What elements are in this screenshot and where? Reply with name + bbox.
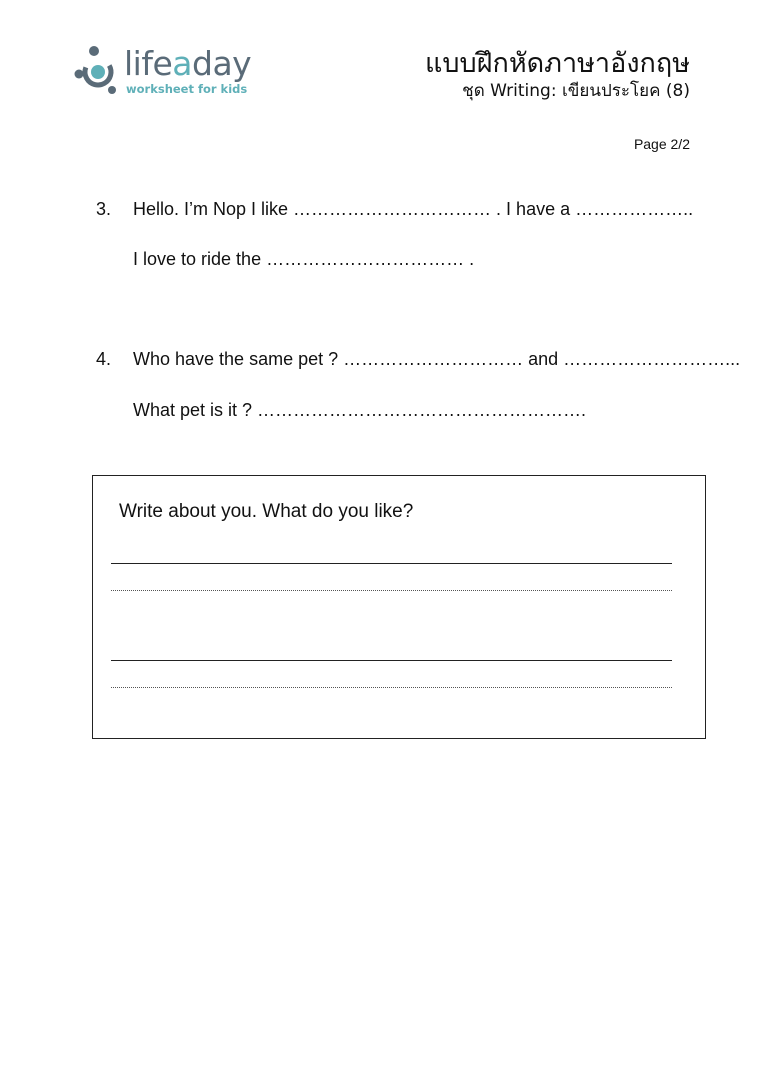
question-line: What pet is it ? ………………………………………………. bbox=[133, 400, 587, 420]
writing-line[interactable] bbox=[111, 563, 672, 564]
worksheet-subtitle: ชุด Writing: เขียนประโยค (8) bbox=[462, 81, 690, 101]
brand-name: lifeaday bbox=[124, 44, 252, 83]
question-line: Hello. I’m Nop I like …………………………… . I have a ……………….. bbox=[133, 199, 694, 219]
brand-tagline: worksheet for kids bbox=[126, 82, 248, 96]
dotted-guide-line bbox=[111, 687, 672, 688]
writing-prompt: Write about you. What do you like? bbox=[119, 501, 414, 522]
dotted-guide-line bbox=[111, 590, 672, 591]
worksheet-title: แบบฝึกหัดภาษาอังกฤษ bbox=[425, 48, 690, 79]
question-number: 4. bbox=[96, 349, 112, 369]
writing-box bbox=[92, 475, 706, 739]
molecule-logo-icon bbox=[74, 44, 122, 96]
question-line: Who have the same pet ? ………………………… and ………………………... bbox=[133, 349, 741, 369]
writing-line[interactable] bbox=[111, 660, 672, 661]
question-number: 3. bbox=[96, 199, 112, 219]
page-number: Page 2/2 bbox=[633, 136, 690, 152]
question-line: I love to ride the …………………………… . bbox=[133, 249, 475, 269]
brand-logo bbox=[74, 44, 264, 104]
